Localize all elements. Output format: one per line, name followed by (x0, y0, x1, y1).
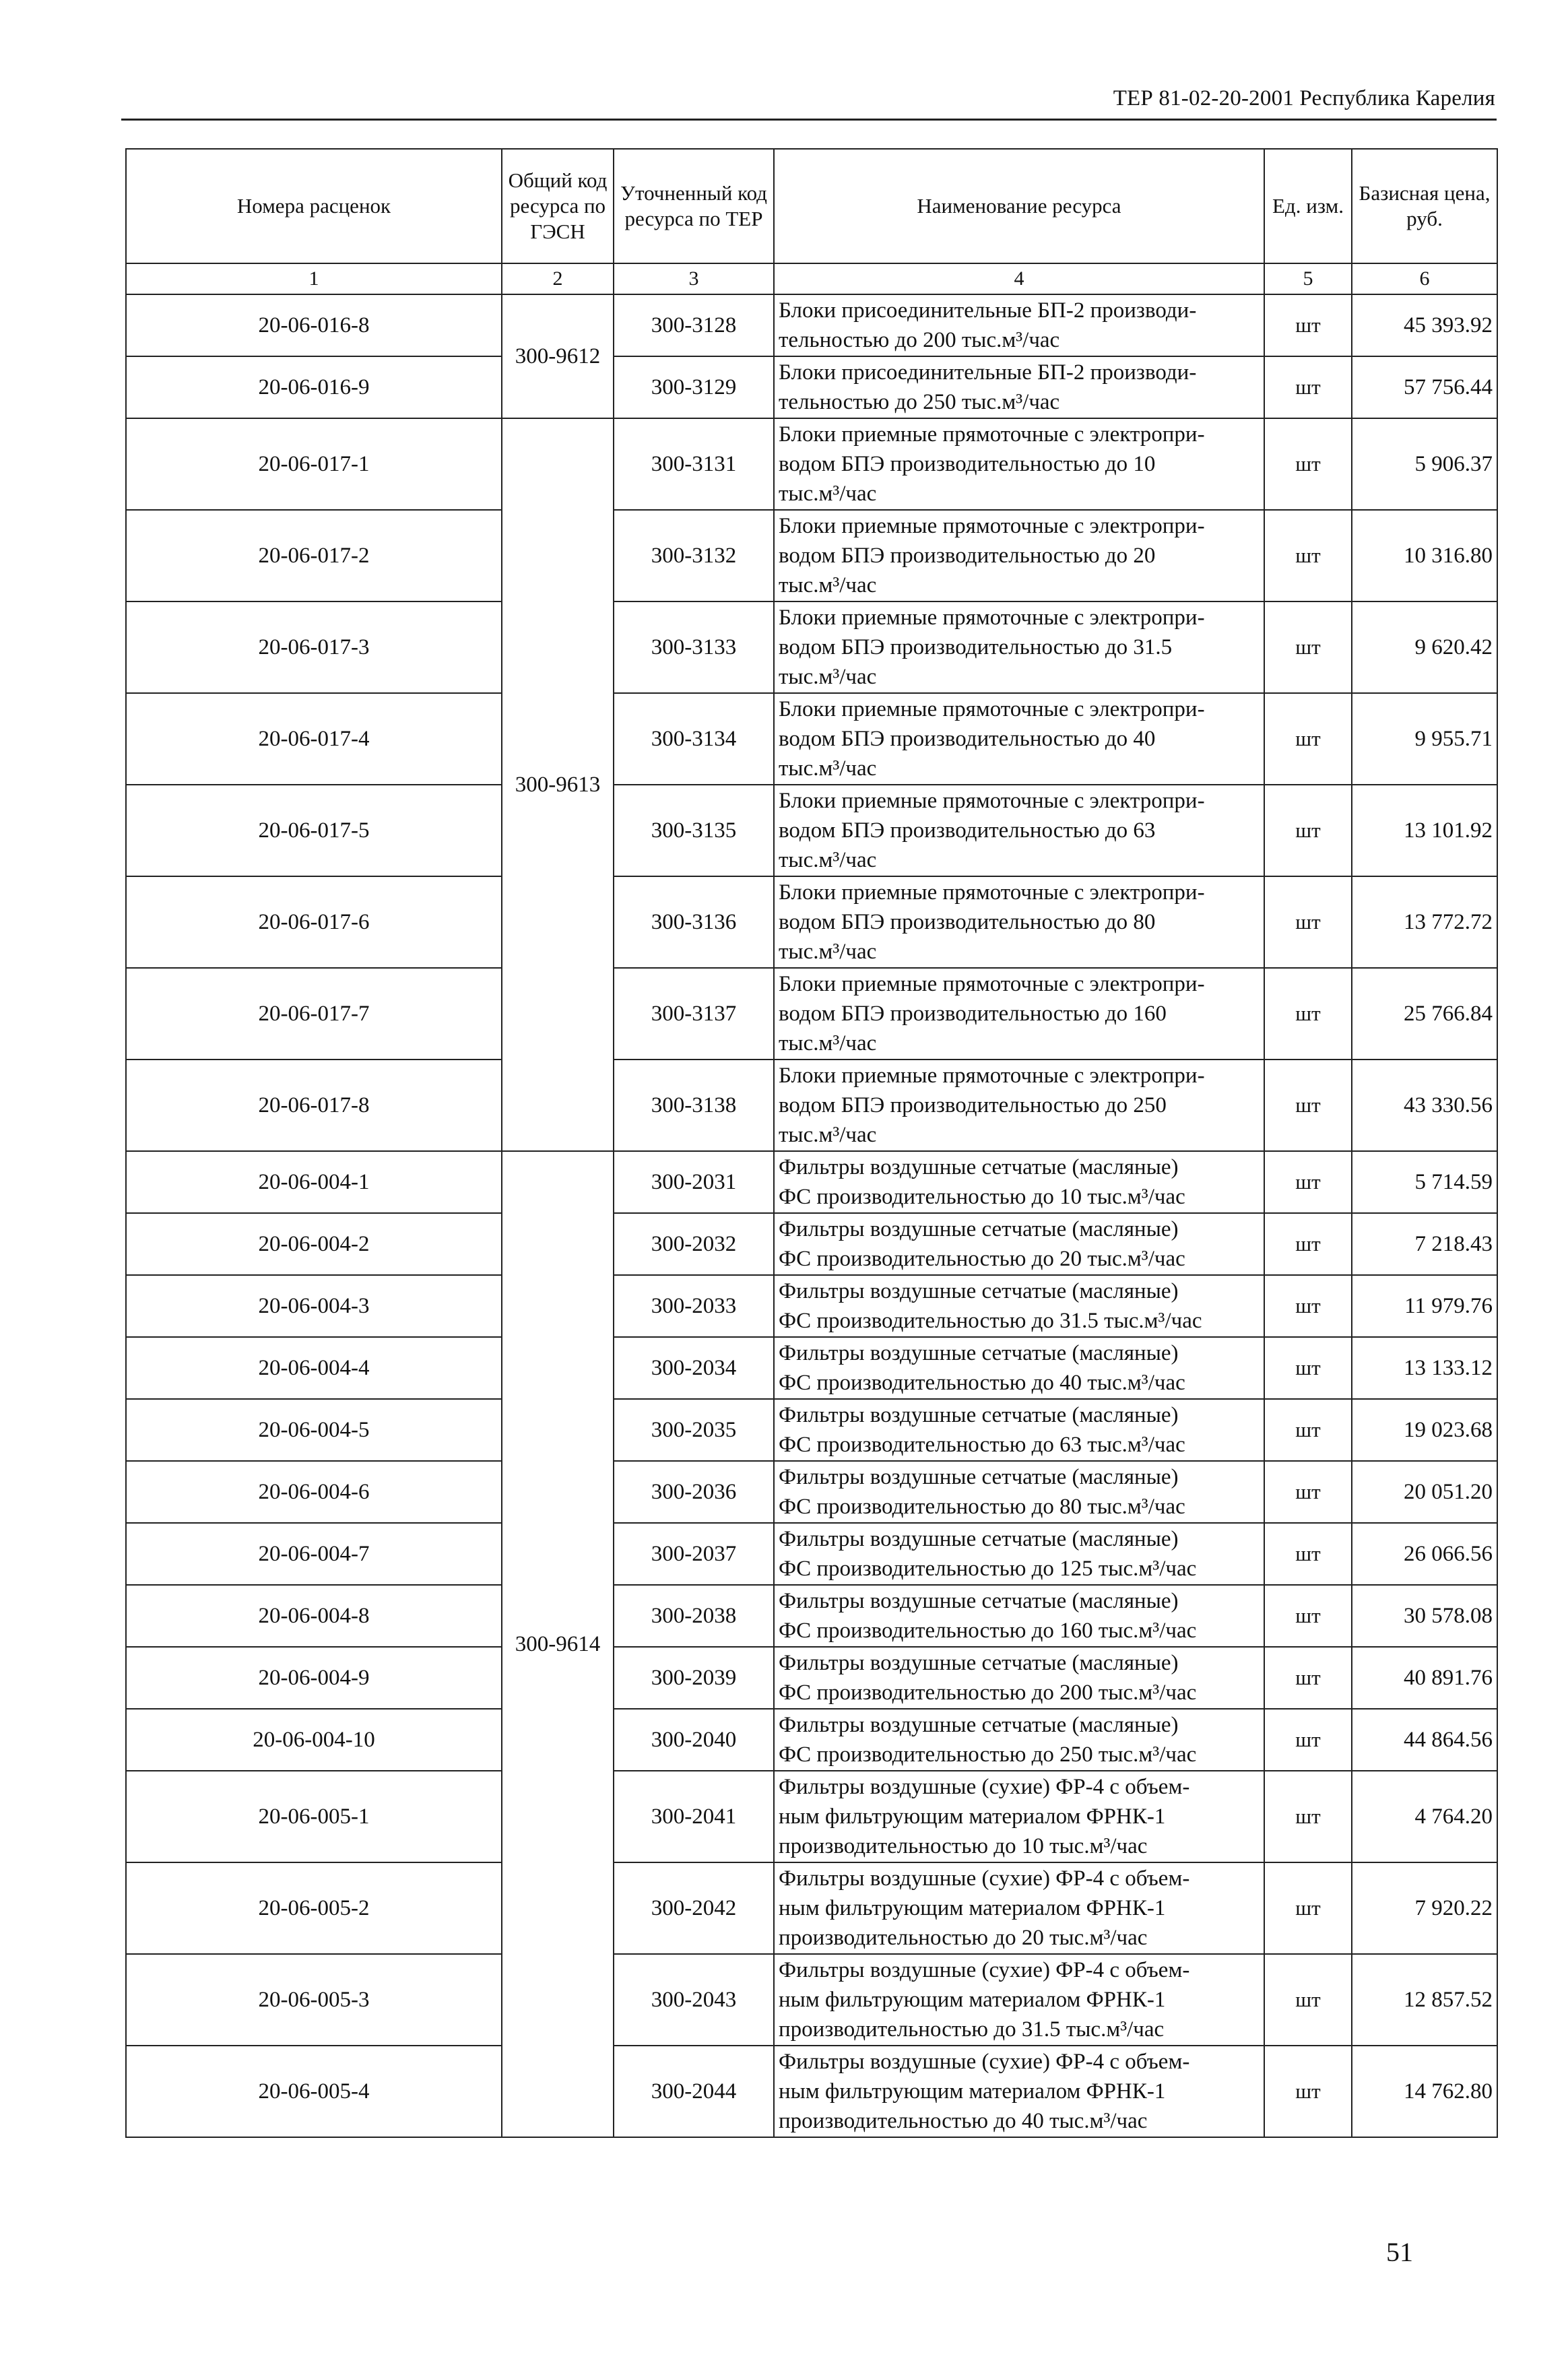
rate-number-cell: 20-06-004-7 (126, 1523, 502, 1585)
header-divider (121, 119, 1497, 121)
price-cell: 7 218.43 (1352, 1213, 1497, 1275)
resource-name-line: Блоки приемные прямоточные с электропри- (779, 1064, 1205, 1088)
unit-cell: шт (1264, 1337, 1352, 1399)
ter-code-cell: 300-3136 (614, 876, 774, 968)
unit-cell: шт (1264, 1151, 1352, 1213)
gesn-code-cell: 300-9612 (502, 294, 614, 418)
resource-name-cell (774, 1275, 1264, 1337)
header-rate-numbers: Номера расценок (126, 149, 502, 263)
price-cell: 14 762.80 (1352, 2046, 1497, 2137)
unit-cell: шт (1264, 294, 1352, 356)
unit-cell: шт (1264, 1275, 1352, 1337)
unit-cell: шт (1264, 1954, 1352, 2046)
table-row (126, 601, 1497, 693)
rate-number-cell: 20-06-005-1 (126, 1771, 502, 1862)
resource-name-line: Фильтры воздушные сетчатые (масляные) (779, 1341, 1179, 1365)
ter-code-cell: 300-3138 (614, 1060, 774, 1151)
price-cell: 20 051.20 (1352, 1461, 1497, 1523)
resource-name-line: Фильтры воздушные сетчатые (масляные) (779, 1713, 1179, 1737)
unit-cell: шт (1264, 1399, 1352, 1461)
rate-number-cell: 20-06-017-8 (126, 1060, 502, 1151)
resource-name-line: водом БПЭ производительностью до 40 (779, 727, 1156, 751)
header-ter-code: Уточненный код ресурса по ТЕР (614, 149, 774, 263)
rate-number-cell: 20-06-017-1 (126, 418, 502, 510)
price-cell: 9 955.71 (1352, 693, 1497, 785)
resource-name-line: водом БПЭ производительностью до 80 (779, 910, 1156, 934)
rate-number-cell: 20-06-005-3 (126, 1954, 502, 2046)
rate-number-cell: 20-06-004-8 (126, 1585, 502, 1647)
table-row (126, 510, 1497, 601)
resource-name-line: Блоки приемные прямоточные с электропри- (779, 422, 1205, 447)
document-header-title: ТЕР 81-02-20-2001 Республика Карелия (1113, 86, 1495, 110)
resource-name-line: тыс.м³/час (779, 1031, 877, 1055)
resource-name-cell (774, 1647, 1264, 1709)
price-cell: 44 864.56 (1352, 1709, 1497, 1771)
resource-name-cell (774, 1337, 1264, 1399)
ter-code-cell: 300-3133 (614, 601, 774, 693)
table-row (126, 968, 1497, 1060)
resource-name-line: ным фильтрующим материалом ФРНК-1 (779, 1804, 1166, 1829)
rate-number-cell: 20-06-004-3 (126, 1275, 502, 1337)
resource-name-line: Блоки приемные прямоточные с электропри- (779, 697, 1205, 721)
price-cell: 40 891.76 (1352, 1647, 1497, 1709)
rate-number-cell: 20-06-005-4 (126, 2046, 502, 2137)
unit-cell: шт (1264, 601, 1352, 693)
resource-name-cell (774, 294, 1264, 356)
rate-number-cell: 20-06-004-1 (126, 1151, 502, 1213)
resource-name-line: Фильтры воздушные сетчатые (масляные) (779, 1465, 1179, 1489)
table-row (126, 418, 1497, 510)
price-cell: 5 714.59 (1352, 1151, 1497, 1213)
ter-code-cell: 300-2041 (614, 1771, 774, 1862)
resource-name-line: ФС производительностью до 63 тыс.м³/час (779, 1433, 1185, 1457)
resource-name-cell (774, 1461, 1264, 1523)
table-header-row (126, 149, 1497, 263)
table-row (126, 785, 1497, 876)
table-row (126, 356, 1497, 418)
resource-name-line: Фильтры воздушные сетчатые (масляные) (779, 1155, 1179, 1179)
rate-number-cell: 20-06-017-7 (126, 968, 502, 1060)
rate-number-cell: 20-06-017-6 (126, 876, 502, 968)
table-row (126, 1213, 1497, 1275)
ter-code-cell: 300-2033 (614, 1275, 774, 1337)
unit-cell: шт (1264, 418, 1352, 510)
ter-code-cell: 300-3131 (614, 418, 774, 510)
unit-cell: шт (1264, 693, 1352, 785)
price-cell: 12 857.52 (1352, 1954, 1497, 2046)
price-cell: 25 766.84 (1352, 968, 1497, 1060)
table-row (126, 876, 1497, 968)
gesn-code-cell: 300-9613 (502, 418, 614, 1151)
table-row (126, 1275, 1497, 1337)
resource-name-line: производительностью до 40 тыс.м³/час (779, 2109, 1148, 2133)
price-cell: 11 979.76 (1352, 1275, 1497, 1337)
resource-name-line: Блоки приемные прямоточные с электропри- (779, 606, 1205, 630)
table-row (126, 1523, 1497, 1585)
resource-name-line: тельностью до 200 тыс.м³/час (779, 328, 1060, 352)
resource-name-line: Фильтры воздушные сетчатые (масляные) (779, 1217, 1179, 1241)
unit-cell: шт (1264, 1461, 1352, 1523)
resource-name-line: Фильтры воздушные сетчатые (масляные) (779, 1527, 1179, 1551)
resource-name-line: производительностью до 20 тыс.м³/час (779, 1926, 1148, 1950)
resource-name-line: тыс.м³/час (779, 1123, 877, 1147)
resource-name-line: Фильтры воздушные сетчатые (масляные) (779, 1403, 1179, 1427)
unit-cell: шт (1264, 1585, 1352, 1647)
gesn-code-cell: 300-9614 (502, 1151, 614, 2137)
resource-name-cell (774, 693, 1264, 785)
unit-cell: шт (1264, 785, 1352, 876)
resource-name-line: Блоки приемные прямоточные с электропри- (779, 789, 1205, 813)
resource-name-cell (774, 1771, 1264, 1862)
unit-cell: шт (1264, 1862, 1352, 1954)
unit-cell: шт (1264, 968, 1352, 1060)
price-cell: 7 920.22 (1352, 1862, 1497, 1954)
ter-code-cell: 300-3135 (614, 785, 774, 876)
resource-name-line: тыс.м³/час (779, 665, 877, 689)
rate-number-cell: 20-06-016-9 (126, 356, 502, 418)
resource-name-cell (774, 356, 1264, 418)
resource-name-cell (774, 510, 1264, 601)
price-cell: 43 330.56 (1352, 1060, 1497, 1151)
resource-name-line: водом БПЭ производительностью до 10 (779, 452, 1156, 476)
resource-name-cell (774, 1213, 1264, 1275)
ter-code-cell: 300-2035 (614, 1399, 774, 1461)
resource-name-line: Блоки присоединительные БП-2 производи- (779, 298, 1197, 323)
table-row (126, 2046, 1497, 2137)
resource-name-line: производительностью до 31.5 тыс.м³/час (779, 2017, 1165, 2042)
rate-number-cell: 20-06-004-9 (126, 1647, 502, 1709)
column-number: 2 (502, 263, 614, 294)
ter-code-cell: 300-3128 (614, 294, 774, 356)
ter-code-cell: 300-2042 (614, 1862, 774, 1954)
table-row (126, 1399, 1497, 1461)
resource-name-line: тыс.м³/час (779, 482, 877, 506)
table-row (126, 1337, 1497, 1399)
unit-cell: шт (1264, 1523, 1352, 1585)
rate-number-cell: 20-06-004-10 (126, 1709, 502, 1771)
resource-price-table (125, 148, 1498, 2138)
resource-name-line: Блоки приемные прямоточные с электропри- (779, 880, 1205, 905)
resource-name-line: Фильтры воздушные сетчатые (масляные) (779, 1279, 1179, 1303)
ter-code-cell: 300-3134 (614, 693, 774, 785)
resource-name-line: Фильтры воздушные сетчатые (масляные) (779, 1589, 1179, 1613)
table-row (126, 1151, 1497, 1213)
price-cell: 4 764.20 (1352, 1771, 1497, 1862)
column-number: 4 (774, 263, 1264, 294)
table-row (126, 1060, 1497, 1151)
ter-code-cell: 300-2040 (614, 1709, 774, 1771)
unit-cell: шт (1264, 876, 1352, 968)
page-number: 51 (1386, 2237, 1413, 2267)
ter-code-cell: 300-2031 (614, 1151, 774, 1213)
rate-number-cell: 20-06-017-3 (126, 601, 502, 693)
column-number: 1 (126, 263, 502, 294)
ter-code-cell: 300-2037 (614, 1523, 774, 1585)
ter-code-cell: 300-2038 (614, 1585, 774, 1647)
price-cell: 5 906.37 (1352, 418, 1497, 510)
price-cell: 19 023.68 (1352, 1399, 1497, 1461)
price-cell: 57 756.44 (1352, 356, 1497, 418)
unit-cell: шт (1264, 2046, 1352, 2137)
resource-name-line: Блоки приемные прямоточные с электропри- (779, 514, 1205, 538)
resource-name-line: Фильтры воздушные (сухие) ФР-4 с объем- (779, 2050, 1190, 2074)
rate-number-cell: 20-06-017-4 (126, 693, 502, 785)
resource-name-line: тыс.м³/час (779, 848, 877, 872)
resource-name-line: ным фильтрующим материалом ФРНК-1 (779, 2079, 1166, 2104)
resource-name-cell (774, 1151, 1264, 1213)
unit-cell: шт (1264, 1771, 1352, 1862)
resource-name-line: ФС производительностью до 20 тыс.м³/час (779, 1247, 1185, 1271)
resource-name-cell (774, 1862, 1264, 1954)
rate-number-cell: 20-06-016-8 (126, 294, 502, 356)
rate-number-cell: 20-06-004-2 (126, 1213, 502, 1275)
resource-name-line: ФС производительностью до 160 тыс.м³/час (779, 1619, 1197, 1643)
ter-code-cell: 300-2032 (614, 1213, 774, 1275)
rate-number-cell: 20-06-017-2 (126, 510, 502, 601)
resource-name-line: ным фильтрующим материалом ФРНК-1 (779, 1988, 1166, 2012)
price-cell: 45 393.92 (1352, 294, 1497, 356)
ter-code-cell: 300-2043 (614, 1954, 774, 2046)
resource-name-cell (774, 876, 1264, 968)
resource-name-cell (774, 1060, 1264, 1151)
unit-cell: шт (1264, 1647, 1352, 1709)
ter-code-cell: 300-3129 (614, 356, 774, 418)
column-number: 6 (1352, 263, 1497, 294)
resource-name-line: ФС производительностью до 200 тыс.м³/час (779, 1681, 1197, 1705)
rate-number-cell: 20-06-004-5 (126, 1399, 502, 1461)
resource-name-line: Фильтры воздушные (сухие) ФР-4 с объем- (779, 1958, 1190, 1982)
resource-name-cell (774, 1399, 1264, 1461)
resource-name-line: ФС производительностью до 80 тыс.м³/час (779, 1495, 1185, 1519)
resource-name-line: ФС производительностью до 40 тыс.м³/час (779, 1371, 1185, 1395)
rate-number-cell: 20-06-005-2 (126, 1862, 502, 1954)
table-row (126, 693, 1497, 785)
ter-code-cell: 300-2036 (614, 1461, 774, 1523)
price-cell: 30 578.08 (1352, 1585, 1497, 1647)
resource-name-cell (774, 968, 1264, 1060)
resource-name-line: тельностью до 250 тыс.м³/час (779, 390, 1060, 414)
unit-cell: шт (1264, 1709, 1352, 1771)
resource-name-line: ным фильтрующим материалом ФРНК-1 (779, 1896, 1166, 1920)
column-number-row (126, 263, 1497, 294)
price-cell: 26 066.56 (1352, 1523, 1497, 1585)
resource-name-line: водом БПЭ производительностью до 250 (779, 1093, 1167, 1117)
rate-number-cell: 20-06-004-4 (126, 1337, 502, 1399)
resource-name-line: водом БПЭ производительностью до 20 (779, 544, 1156, 568)
resource-name-line: тыс.м³/час (779, 756, 877, 781)
table-row (126, 1647, 1497, 1709)
resource-name-line: водом БПЭ производительностью до 31.5 (779, 635, 1173, 659)
resource-name-cell (774, 1585, 1264, 1647)
price-cell: 10 316.80 (1352, 510, 1497, 601)
table-row (126, 1954, 1497, 2046)
ter-code-cell: 300-2034 (614, 1337, 774, 1399)
column-number: 5 (1264, 263, 1352, 294)
resource-name-line: ФС производительностью до 125 тыс.м³/час (779, 1557, 1197, 1581)
header-base-price: Базисная цена, руб. (1352, 149, 1497, 263)
resource-name-line: Фильтры воздушные (сухие) ФР-4 с объем- (779, 1866, 1190, 1891)
resource-name-cell (774, 2046, 1264, 2137)
resource-name-line: Фильтры воздушные сетчатые (масляные) (779, 1651, 1179, 1675)
ter-code-cell: 300-2039 (614, 1647, 774, 1709)
table-row (126, 1461, 1497, 1523)
resource-name-cell (774, 1954, 1264, 2046)
ter-code-cell: 300-3137 (614, 968, 774, 1060)
price-cell: 13 101.92 (1352, 785, 1497, 876)
table-row (126, 1862, 1497, 1954)
resource-name-cell (774, 418, 1264, 510)
resource-name-line: производительностью до 10 тыс.м³/час (779, 1834, 1148, 1858)
resource-name-line: водом БПЭ производительностью до 63 (779, 818, 1156, 843)
column-number: 3 (614, 263, 774, 294)
resource-name-cell (774, 601, 1264, 693)
ter-code-cell: 300-2044 (614, 2046, 774, 2137)
resource-name-cell (774, 785, 1264, 876)
table-row (126, 294, 1497, 356)
table-body (126, 294, 1497, 2137)
table-row (126, 1771, 1497, 1862)
resource-name-cell (774, 1523, 1264, 1585)
resource-name-line: тыс.м³/час (779, 940, 877, 964)
rate-number-cell: 20-06-004-6 (126, 1461, 502, 1523)
header-unit: Ед. изм. (1264, 149, 1352, 263)
resource-name-line: водом БПЭ производительностью до 160 (779, 1002, 1167, 1026)
resource-name-line: ФС производительностью до 250 тыс.м³/час (779, 1743, 1197, 1767)
resource-name-line: Фильтры воздушные (сухие) ФР-4 с объем- (779, 1775, 1190, 1799)
table-row (126, 1709, 1497, 1771)
unit-cell: шт (1264, 510, 1352, 601)
unit-cell: шт (1264, 356, 1352, 418)
unit-cell: шт (1264, 1060, 1352, 1151)
unit-cell: шт (1264, 1213, 1352, 1275)
table-row (126, 1585, 1497, 1647)
resource-name-line: Блоки присоединительные БП-2 производи- (779, 360, 1197, 385)
price-cell: 9 620.42 (1352, 601, 1497, 693)
resource-name-line: ФС производительностью до 31.5 тыс.м³/час (779, 1309, 1202, 1333)
price-cell: 13 133.12 (1352, 1337, 1497, 1399)
resource-name-cell (774, 1709, 1264, 1771)
rate-number-cell: 20-06-017-5 (126, 785, 502, 876)
header-gesn-code: Общий код ресурса по ГЭСН (502, 149, 614, 263)
price-cell: 13 772.72 (1352, 876, 1497, 968)
header-resource-name: Наименование ресурса (774, 149, 1264, 263)
resource-name-line: Блоки приемные прямоточные с электропри- (779, 972, 1205, 996)
resource-name-line: ФС производительностью до 10 тыс.м³/час (779, 1185, 1185, 1209)
resource-name-line: тыс.м³/час (779, 573, 877, 597)
ter-code-cell: 300-3132 (614, 510, 774, 601)
